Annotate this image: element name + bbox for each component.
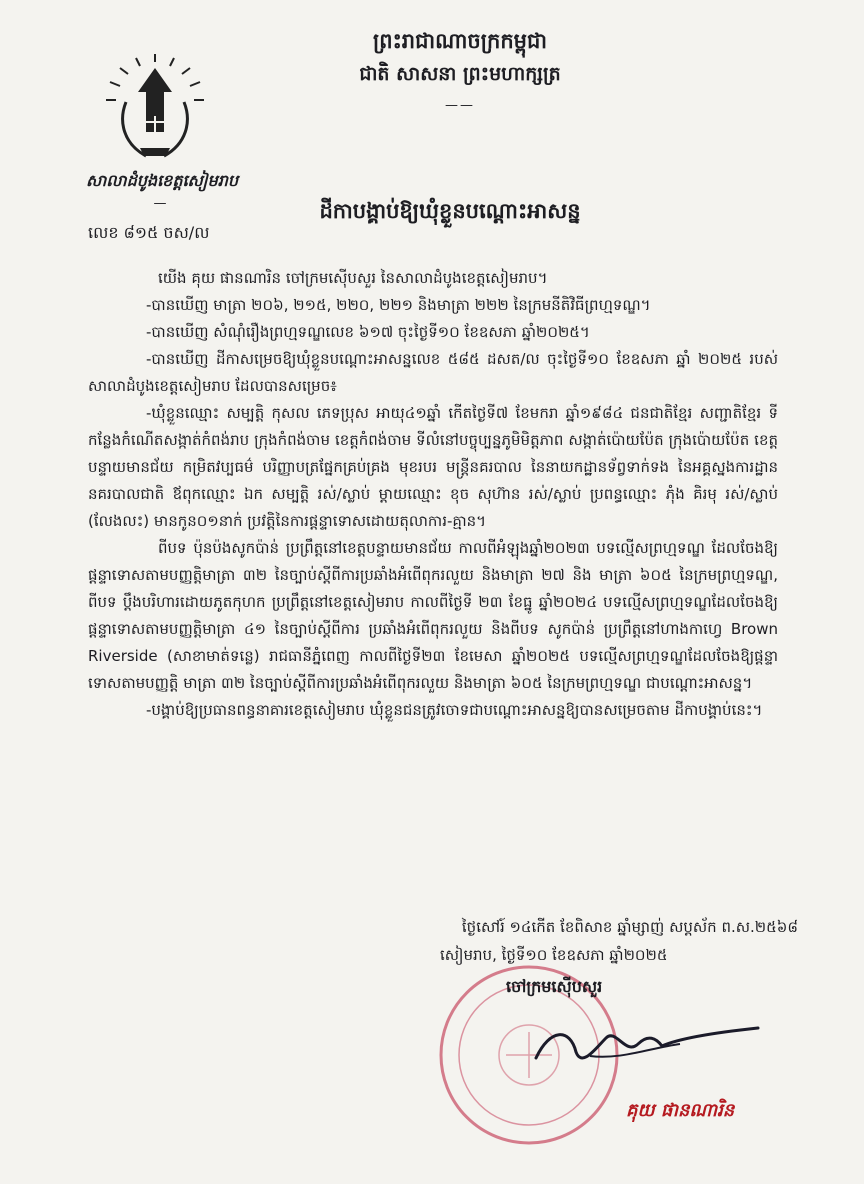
tacteng-ornament: —— xyxy=(445,98,475,113)
lunar-date: ថ្ងៃសៅរ៍ ១៤កើត ខែពិសាខ ឆ្នាំម្សាញ់ សប្តស័ក ព.ស.២៥៦៨ xyxy=(461,918,798,936)
legal-basis-detention-order: -បានឃើញ ដីកាសម្រេចឱ្យឃុំខ្លួនបណ្ដោះអាសន្នលេខ ៥៨៥ ដសត/ល ចុះថ្ងៃទី១០ ខែឧសភា ឆ្នាំ ២០២៥ របស់សាលាដំបូងខេត្តសៀមរាប ដែលបានសម្រេច៖ xyxy=(88,350,778,395)
legal-basis-articles: -បានឃើញ មាត្រា ២០៦, ២១៥, ២២០, ២២១ និងមាត្រា ២២២ នៃក្រមនីតិវិធីព្រហ្មទណ្ឌ។ xyxy=(146,296,651,314)
issuing-court: សាលាដំបូងខេត្តសៀមរាប xyxy=(85,171,239,190)
document-body xyxy=(88,265,778,724)
legal-basis-case-file: -បានឃើញ សំណុំរឿងព្រហ្មទណ្ឌលេខ ៦១៧ ចុះថ្ងៃទី១០ ខែឧសភា ឆ្នាំ២០២៥។ xyxy=(146,323,590,341)
kingdom-heading: ព្រះរាជាណាចក្រកម្ពុជា xyxy=(372,29,547,53)
order-paragraph: -បង្គាប់ឱ្យប្រធានពន្ធនាគារខេត្តសៀមរាប ឃុំខ្លួនជនត្រូវចោទជាបណ្ដោះអាសន្នឱ្យបានសម្រេចតាម ដីកាបង្គាប់នេះ។ xyxy=(146,701,763,719)
accused-details: -ឃុំខ្លួនឈ្មោះ សម្បត្តិ កុសល ភេទប្រុស អាយុ៤១ឆ្នាំ កើតថ្ងៃទី៧ ខែមករា ឆ្នាំ១៩៨៤ ជនជាតិខ្មែរ សញ្ជាតិខ្មែរ ទីកន្លែងកំណើតសង្កាត់កំពង់រាប ក្រុងកំពង់ចាម ខេត្តកំពង់ចាម ទីលំនៅបច្ចុប្បន្នភូមិមិត្តភាព សង្កាត់ប៉ោយប៉ែត ក្រុងប៉ោយប៉ែត ខេត្តបន្ទាយមានជ័យ កម្រិតវប្បធម៌ បរិញ្ញាបត្រផ្នែកគ្រប់គ្រង មុខរបរ មន្ត្រីនគរបាល នៃនាយកដ្ឋានទ័ព្វទាក់ទង នៃអគ្គស្នងការដ្ឋាននគរបាលជាតិ ឪពុកឈ្មោះ ឯក សម្បត្តិ រស់/ស្លាប់ ម្ដាយឈ្មោះ ខុច សុហ៊ាន រស់/ស្លាប់ ប្រពន្ធឈ្មោះ ភុំង គិរមុ រស់/ស្លាប់ (លែងលះ) មានកូន០១នាក់ ប្រវត្តិនៃការផ្ដន្ទាទោសដោយតុលាការ-គ្មាន។ xyxy=(88,404,778,530)
court-emblem-icon xyxy=(100,52,210,168)
issuer-separator: — xyxy=(153,196,167,211)
charges-paragraph: ពីបទ ប៉ុនប៉ងសូកប៉ាន់ ប្រព្រឹត្តនៅខេត្តបន្ទាយមានជ័យ កាលពីអំឡុងឆ្នាំ២០២៣ បទល្មើសព្រហ្មទណ្ឌ ដែលចែងឱ្យផ្ដន្ទាទោសតាមបញ្ញត្តិមាត្រា ៣២ នៃច្បាប់ស្ដីពីការប្រឆាំងអំពើពុករលួយ និងមាត្រា ២៧ និង មាត្រា ៦០៥ នៃក្រមព្រហ្មទណ្ឌ, ពីបទ ប្ដឹងបរិហារដោយភូតកុហក ប្រព្រឹត្តនៅខេត្តសៀមរាប កាលពីថ្ងៃទី ២៣ ខែធ្នូ ឆ្នាំ២០២៤ បទល្មើសព្រហ្មទណ្ឌដែលចែងឱ្យផ្ដន្ទាទោសតាមបញ្ញត្តិមាត្រា ៤១ នៃច្បាប់ស្ដីពីការ ប្រឆាំងអំពើពុករលួយ និងពីបទ សូកប៉ាន់ ប្រព្រឹត្តនៅហាងកាហ្វេ Brown Riverside (សាខាមាត់ទន្លេ) រាជធានីភ្នំពេញ កាលពីថ្ងៃទី២៣ ខែមេសា ឆ្នាំ២០២៥ បទល្មើសព្រហ្មទណ្ឌដែលចែងឱ្យផ្ដន្ទាទោសតាមបញ្ញត្តិ មាត្រា ៣២ នៃច្បាប់ស្ដីពីការប្រឆាំងអំពើពុករលួយ និងមាត្រា ៦០៥ នៃក្រមព្រហ្មទណ្ឌ ជាបណ្ដោះអាសន្ន។ xyxy=(88,539,778,692)
signer-name: គុយ ផានណារិន xyxy=(626,1100,735,1121)
signer-role: ចៅក្រមស៊ើបសួរ xyxy=(506,977,603,996)
document-number: លេខ ៨១៥ ចស/ល xyxy=(88,223,210,242)
handwritten-signature xyxy=(530,1008,760,1078)
document-title: ដីកាបង្គាប់ឱ្យឃុំខ្លួនបណ្ដោះអាសន្ន xyxy=(319,199,581,223)
national-motto: ជាតិ សាសនា ព្រះមហាក្សត្រ xyxy=(359,63,561,85)
issue-date: សៀមរាប, ថ្ងៃទី១០ ខែឧសភា ឆ្នាំ២០២៥ xyxy=(440,946,668,964)
intro-paragraph: យើង គុយ ផានណារិន ចៅក្រមស៊ើបសួរ នៃសាលាដំបូងខេត្តសៀមរាប។ xyxy=(158,269,548,287)
